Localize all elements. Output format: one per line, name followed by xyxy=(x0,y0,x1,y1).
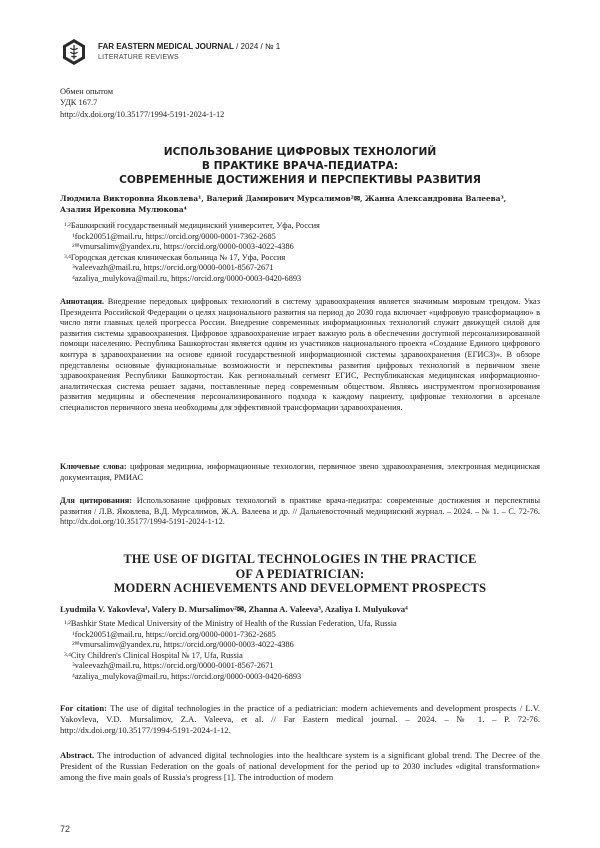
contact-email-orcid[interactable]: fock20051@mail.ru, https://orcid.org/0000-0001-7362-2685 xyxy=(74,231,276,241)
affiliation-marker: 3,4 xyxy=(64,651,71,658)
article-doi[interactable]: http://dx.doi.org/10.35177/1994-5191-2024-1-12 xyxy=(60,109,225,119)
authors-ru xyxy=(60,193,540,215)
journal-title-line xyxy=(98,42,280,51)
citation-ru-text: Использование цифровых технологий в практике врача-педиатра: современные достижения и перспективы развития / Л.В. Яковлева, В.Д. Мурсалимов, Ж.А. Валеева и др. // Дальневосточный медицинский журнал. – 2024. – № 1. – С. 72-76. http://dx.doi.org/10.35177/1994-5191-2024-1-12. xyxy=(60,496,541,527)
article-type: Обмен опытом xyxy=(60,87,113,96)
keywords-ru xyxy=(60,462,540,483)
affiliation-marker: 4 xyxy=(72,274,75,281)
contact-email-orcid[interactable]: vmursalimv@yandex.ru, https://orcid.org/0000-0003-4022-4386 xyxy=(79,242,294,251)
affiliation-org xyxy=(60,651,540,662)
journal-name: FAR EASTERN MEDICAL JOURNAL xyxy=(98,42,234,51)
authors-en-line: Lyudmila V. Yakovleva¹, Valery D. Mursalimov²✉, Zhanna A. Valeeva³, Azaliya I. Mulyukova⁴ xyxy=(60,604,408,614)
title-en xyxy=(60,552,540,596)
contact-email-orcid[interactable]: fock20051@mail.ru, https://orcid.org/0000-0001-7362-2685 xyxy=(74,629,276,639)
affiliation-marker: 1,2 xyxy=(64,620,71,626)
affiliation-contact xyxy=(60,274,540,285)
affiliation-contact xyxy=(60,232,540,243)
affiliation-marker: 1 xyxy=(72,232,75,239)
affiliation-org xyxy=(60,253,540,264)
contact-email-orcid[interactable]: valeevazh@mail.ru, https://orcid.org/0000-0001-8567-2671 xyxy=(74,263,274,272)
contact-email-orcid[interactable]: azaliya_mulykova@mail.ru, https://orcid.org/0000-0003-0420-6893 xyxy=(74,273,302,283)
affiliation-marker: 3 xyxy=(72,662,75,668)
affiliation-contact xyxy=(60,263,540,274)
article-meta xyxy=(60,86,224,120)
title-ru-line: СОВРЕМЕННЫЕ ДОСТИЖЕНИЯ И ПЕРСПЕКТИВЫ РАЗВИТИЯ xyxy=(119,174,481,186)
journal-section: LITERATURE REVIEWS xyxy=(98,54,179,61)
article-udk: УДК 167.7 xyxy=(60,98,98,108)
affiliation-org-name: City Children's Clinical Hospital № 17, Ufa, Russia xyxy=(70,650,243,660)
affiliation-marker: 2✉ xyxy=(72,641,80,647)
affiliations-en xyxy=(60,619,540,682)
abstract-en-text: The introduction of advanced digital technologies into the healthcare system is a significant global trend. The Decree of the President of the Russian Federation on the goals of national development for the period up to 2030 includes «digital transformation» among the five main goals of Russia's progress [1]. The introduction of modern xyxy=(60,750,540,782)
citation-en xyxy=(60,703,540,736)
title-en-line: OF A PEDIATRICIAN: xyxy=(235,566,365,581)
title-en-line: THE USE OF DIGITAL TECHNOLOGIES IN THE PRACTICE xyxy=(123,552,477,566)
title-ru-line: В ПРАКТИКЕ ВРАЧА-ПЕДИАТРА: xyxy=(201,160,399,172)
journal-logo-icon xyxy=(60,38,88,66)
affiliation-org xyxy=(60,221,540,232)
affiliation-marker: 3 xyxy=(72,264,75,270)
affiliation-contact xyxy=(60,672,540,683)
citation-en-label: For citation: xyxy=(60,703,107,713)
affiliation-marker: 1,2 xyxy=(64,222,71,228)
authors-ru-line: Азалия Ирековна Мулюкова⁴ xyxy=(60,205,187,214)
contact-email-orcid[interactable]: azaliya_mulykova@mail.ru, https://orcid.org/0000-0003-0420-6893 xyxy=(74,671,302,681)
affiliation-org-name: Bashkir State Medical University of the Ministry of Health of the Russian Federation, Ufa, Russia xyxy=(70,619,397,628)
abstract-ru-text: Внедрение передовых цифровых технологий в систему здравоохранения является значимым мировым трендом. Указ Президента Российской Федерации о целях национального развития на период до 2030 года включает «цифровую трансформацию» в число пяти главных целей прогресса России. Внедрение современных информационных технологий служит движущей силой для развития системы здравоохранения. Цифровое здравоохранение играет важную роль в обеспечении доступной персонализированной помощи населению. Республика Башкортостан является одним из участников национального проекта «Создание Единого цифрового контура в здравоохранении на основе единой государственной информационной системы здравоохранения (ЕГИСЗ)». В обзоре представлены основные функциональные возможности и перспективы развития цифровых технологий в первичном звене здравоохранения Республики Башкортостан. Как региональный сегмент ЕГИС, Республиканская медицинская информационно-аналитическая система решает задачи, поставленные перед современным обществом. Являясь инструментом прогнозирования развития медицины и обеспечения персонализированного подхода к каждому пациенту, цифровые технологии в арсенале специалистов первичного звена необходимы для эффективной трансформации здравоохранения. xyxy=(60,297,541,412)
abstract-ru-label: Аннотация. xyxy=(60,297,105,306)
keywords-ru-text: цифровая медицина, информационные технологии, первичное звено здравоохранения, электронная медицинская документация, РМИАС xyxy=(60,462,540,482)
title-ru-line: ИСПОЛЬЗОВАНИЕ ЦИФРОВЫХ ТЕХНОЛОГИЙ xyxy=(163,146,437,158)
affiliation-marker: 4 xyxy=(72,672,75,679)
abstract-en xyxy=(60,750,540,783)
affiliation-marker: 3,4 xyxy=(64,253,71,260)
affiliation-contact xyxy=(60,661,540,672)
affiliation-contact xyxy=(60,242,540,253)
page-number: 72 xyxy=(60,824,71,834)
title-en-line: MODERN ACHIEVEMENTS AND DEVELOPMENT PROSPECTS xyxy=(113,581,487,596)
affiliation-contact xyxy=(60,640,540,651)
contact-email-orcid[interactable]: vmursalimv@yandex.ru, https://orcid.org/0000-0003-4022-4386 xyxy=(79,640,294,649)
citation-en-text: The use of digital technologies in the practice of a pediatrician: modern achievements and development prospects / L.V. Yakovleva, V.D. Mursalimov, Z.A. Valeeva, et al. // Far Eastern medical journal. – 2024. – № 1. – P. 72-76. http://dx.doi.org/10.35177/1994-5191-2024-1-12. xyxy=(60,703,540,735)
affiliations-ru xyxy=(60,221,540,284)
contact-email-orcid[interactable]: valeevazh@mail.ru, https://orcid.org/0000-0001-8567-2671 xyxy=(74,661,274,670)
abstract-ru xyxy=(60,297,540,414)
title-ru xyxy=(60,145,540,187)
affiliation-org-name: Башкирский государственный медицинский университет, Уфа, Россия xyxy=(70,221,320,230)
journal-header-text xyxy=(98,42,280,61)
keywords-ru-label: Ключевые слова: xyxy=(60,462,127,471)
affiliation-org xyxy=(60,619,540,630)
authors-ru-line: Людмила Викторовна Яковлева¹, Валерий Дамирович Мурсалимов²✉, Жанна Александровна Валеева³, xyxy=(60,194,507,203)
authors-en xyxy=(60,604,540,615)
abstract-en-label: Abstract. xyxy=(60,750,95,760)
affiliation-marker: 2✉ xyxy=(72,243,80,249)
affiliation-org-name: Городская детская клиническая больница № 17, Уфа, Россия xyxy=(70,252,286,262)
citation-ru xyxy=(60,496,540,528)
affiliation-contact xyxy=(60,630,540,641)
citation-ru-label: Для цитирования: xyxy=(60,496,132,505)
journal-issue: / 2024 / № 1 xyxy=(233,42,281,51)
affiliation-marker: 1 xyxy=(72,630,75,637)
